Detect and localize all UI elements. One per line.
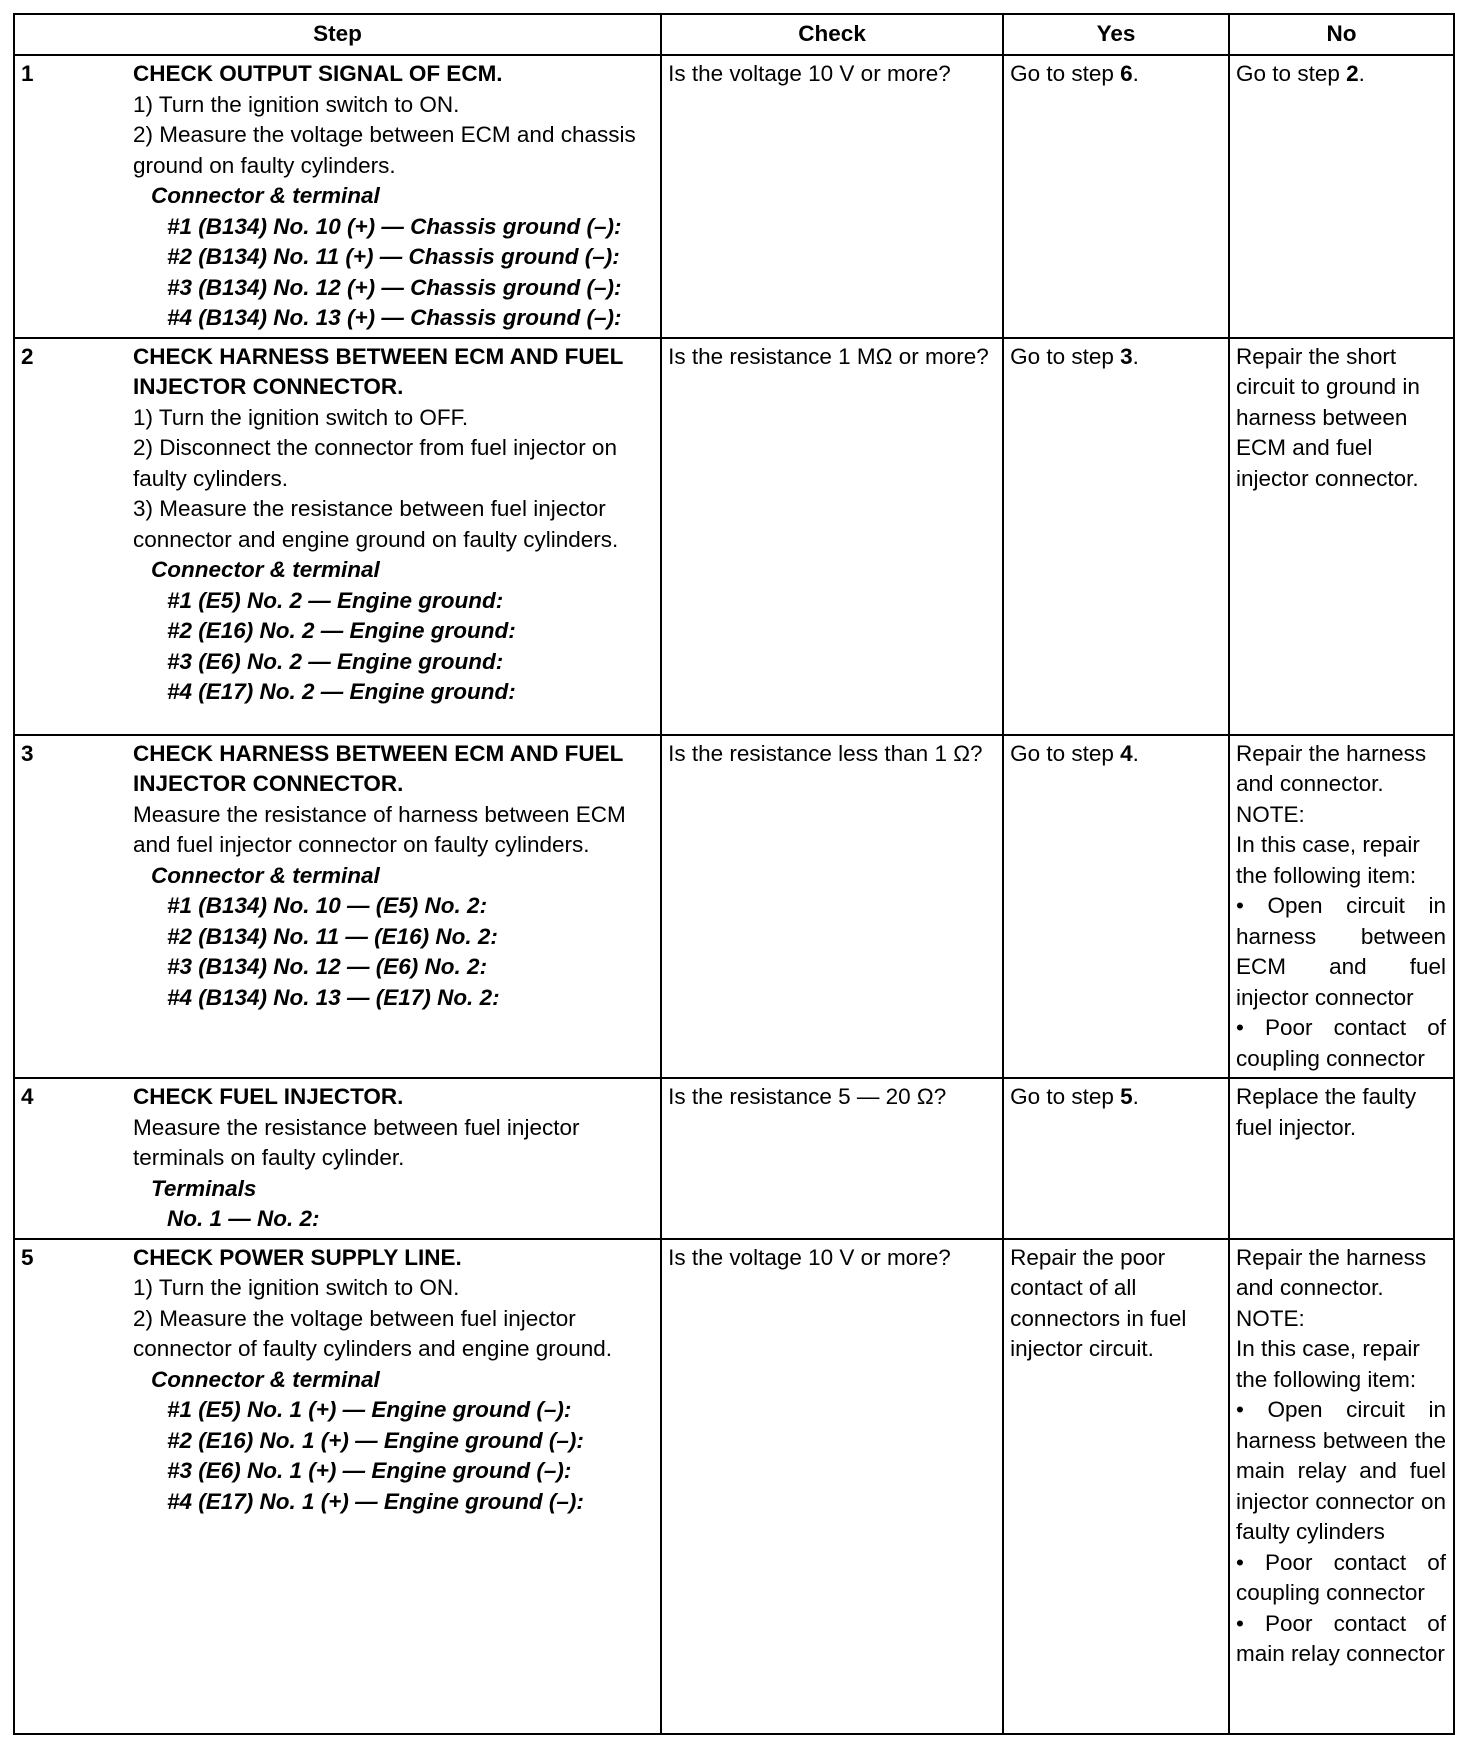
- note-item: • Poor contact of main relay connector: [1236, 1610, 1446, 1666]
- step-description: [127, 55, 661, 338]
- step-instruction: 2) Measure the voltage between fuel injector connector of faulty cylinders and engine ground.: [132, 1305, 613, 1361]
- connector-label: Connector & terminal: [150, 183, 380, 208]
- yes-step-ref: 4: [1120, 740, 1133, 766]
- step-instruction: 2) Measure the voltage between ECM and chassis ground on faulty cylinders.: [132, 122, 636, 178]
- step-title: CHECK OUTPUT SIGNAL OF ECM.: [132, 61, 503, 86]
- check-question: Is the voltage 10 V or more?: [661, 1239, 1003, 1734]
- step-number: 4: [14, 1078, 127, 1239]
- header-yes: Yes: [1003, 14, 1229, 55]
- connector-terminal: #1 (B134) No. 10 (+) — Chassis ground (–):: [166, 213, 622, 239]
- yes-step-ref: 6: [1120, 61, 1133, 86]
- connector-terminal: #2 (E16) No. 2 — Engine ground:: [166, 618, 516, 643]
- step-title: CHECK FUEL INJECTOR.: [132, 1084, 404, 1109]
- table-row: [14, 1239, 1454, 1734]
- terminal-pair: No. 1 — No. 2:: [166, 1206, 320, 1231]
- step-instruction: Measure the resistance of harness between ECM and fuel injector connector on faulty cylinders.: [132, 801, 626, 857]
- yes-text-end: .: [1132, 343, 1139, 369]
- diagnostic-table-container: [13, 13, 1455, 1735]
- no-text: Repair the harness and connector.: [1236, 1244, 1427, 1300]
- step-description: [127, 1078, 661, 1239]
- header-step: Step: [14, 14, 661, 55]
- table-row: [14, 338, 1454, 735]
- yes-text: Go to step: [1010, 740, 1121, 766]
- diagnostic-table: [13, 13, 1455, 1735]
- connector-terminal: #1 (E5) No. 2 — Engine ground:: [166, 587, 504, 613]
- step-instruction: 1) Turn the ignition switch to ON.: [132, 1275, 460, 1300]
- check-question: Is the voltage 10 V or more?: [661, 55, 1003, 338]
- connector-terminal: #3 (E6) No. 2 — Engine ground:: [166, 648, 504, 674]
- note-label: NOTE:: [1236, 1305, 1305, 1331]
- yes-action: [1003, 735, 1229, 1079]
- note-item: • Poor contact of coupling connector: [1236, 1015, 1446, 1071]
- step-description: [127, 1239, 661, 1734]
- connector-terminal: #4 (B134) No. 13 (+) — Chassis ground (–):: [166, 305, 622, 330]
- no-action: [1229, 735, 1454, 1079]
- step-title: CHECK POWER SUPPLY LINE.: [132, 1244, 462, 1270]
- yes-text-end: .: [1132, 1084, 1139, 1109]
- yes-step-ref: 5: [1120, 1084, 1133, 1109]
- connector-terminal: #4 (E17) No. 2 — Engine ground:: [166, 679, 516, 704]
- yes-action: Repair the poor contact of all connectors in fuel injector circuit.: [1003, 1239, 1229, 1734]
- connector-terminal: #2 (B134) No. 11 — (E16) No. 2:: [166, 923, 498, 949]
- connector-terminal: #2 (E16) No. 1 (+) — Engine ground (–):: [166, 1427, 584, 1453]
- no-action: [1229, 1239, 1454, 1734]
- yes-text-end: .: [1132, 740, 1139, 766]
- yes-action: [1003, 55, 1229, 338]
- connector-terminal: #2 (B134) No. 11 (+) — Chassis ground (–):: [166, 244, 620, 269]
- terminals-label: Terminals: [150, 1175, 257, 1201]
- header-row: [14, 14, 1454, 55]
- connector-label: Connector & terminal: [150, 1366, 380, 1392]
- connector-terminal: #4 (E17) No. 1 (+) — Engine ground (–):: [166, 1488, 584, 1514]
- connector-terminal: #3 (B134) No. 12 (+) — Chassis ground (–):: [166, 274, 622, 300]
- connector-terminal: #1 (B134) No. 10 — (E5) No. 2:: [166, 893, 488, 918]
- connector-terminal: #3 (B134) No. 12 — (E6) No. 2:: [166, 954, 488, 979]
- step-title: CHECK HARNESS BETWEEN ECM AND FUEL INJECTOR CONNECTOR.: [132, 740, 623, 796]
- note-label: NOTE:: [1236, 801, 1305, 827]
- step-number: 3: [14, 735, 127, 1079]
- step-number: 5: [14, 1239, 127, 1734]
- header-no: No: [1229, 14, 1454, 55]
- step-instruction: 2) Disconnect the connector from fuel injector on faulty cylinders.: [132, 435, 617, 491]
- no-action: [1229, 55, 1454, 338]
- step-instruction: 1) Turn the ignition switch to ON.: [132, 91, 460, 117]
- step-number: 1: [14, 55, 127, 338]
- no-step-ref: 2: [1346, 61, 1359, 86]
- check-question: Is the resistance 1 MΩ or more?: [661, 338, 1003, 735]
- connector-terminal: #3 (E6) No. 1 (+) — Engine ground (–):: [166, 1458, 572, 1483]
- connector-label: Connector & terminal: [150, 862, 380, 888]
- note-intro: In this case, repair the following item:: [1236, 832, 1420, 888]
- table-row: [14, 55, 1454, 338]
- yes-text-end: .: [1132, 61, 1139, 86]
- table-row: [14, 1078, 1454, 1239]
- table-row: [14, 735, 1454, 1079]
- note-intro: In this case, repair the following item:: [1236, 1336, 1420, 1392]
- step-description: [127, 735, 661, 1079]
- yes-action: [1003, 338, 1229, 735]
- step-instruction: 1) Turn the ignition switch to OFF.: [132, 404, 469, 430]
- step-title: CHECK HARNESS BETWEEN ECM AND FUEL INJECTOR CONNECTOR.: [132, 343, 623, 399]
- yes-text: Go to step: [1010, 343, 1121, 369]
- no-action: Repair the short circuit to ground in harness between ECM and fuel injector connector.: [1229, 338, 1454, 735]
- step-instruction: Measure the resistance between fuel injector terminals on faulty cylinder.: [132, 1114, 580, 1170]
- note-item: • Open circuit in harness between the main relay and fuel injector connector on faulty cylinders: [1236, 1397, 1446, 1544]
- no-text: Go to step: [1236, 61, 1347, 86]
- note-item: • Open circuit in harness between ECM and fuel injector connector: [1236, 893, 1446, 1010]
- step-description: [127, 338, 661, 735]
- yes-action: [1003, 1078, 1229, 1239]
- no-text: Repair the harness and connector.: [1236, 740, 1427, 796]
- check-question: Is the resistance less than 1 Ω?: [661, 735, 1003, 1079]
- note-item: • Poor contact of coupling connector: [1236, 1549, 1446, 1605]
- yes-text: Go to step: [1010, 1084, 1121, 1109]
- connector-terminal: #1 (E5) No. 1 (+) — Engine ground (–):: [166, 1397, 572, 1422]
- connector-label: Connector & terminal: [150, 557, 380, 582]
- yes-text: Go to step: [1010, 61, 1121, 86]
- check-question: Is the resistance 5 — 20 Ω?: [661, 1078, 1003, 1239]
- no-text-end: .: [1358, 61, 1365, 86]
- connector-terminal: #4 (B134) No. 13 — (E17) No. 2:: [166, 984, 500, 1010]
- no-action: Replace the faulty fuel injector.: [1229, 1078, 1454, 1239]
- header-check: Check: [661, 14, 1003, 55]
- step-number: 2: [14, 338, 127, 735]
- yes-step-ref: 3: [1120, 343, 1133, 369]
- step-instruction: 3) Measure the resistance between fuel injector connector and engine ground on faulty cylinders.: [132, 496, 619, 552]
